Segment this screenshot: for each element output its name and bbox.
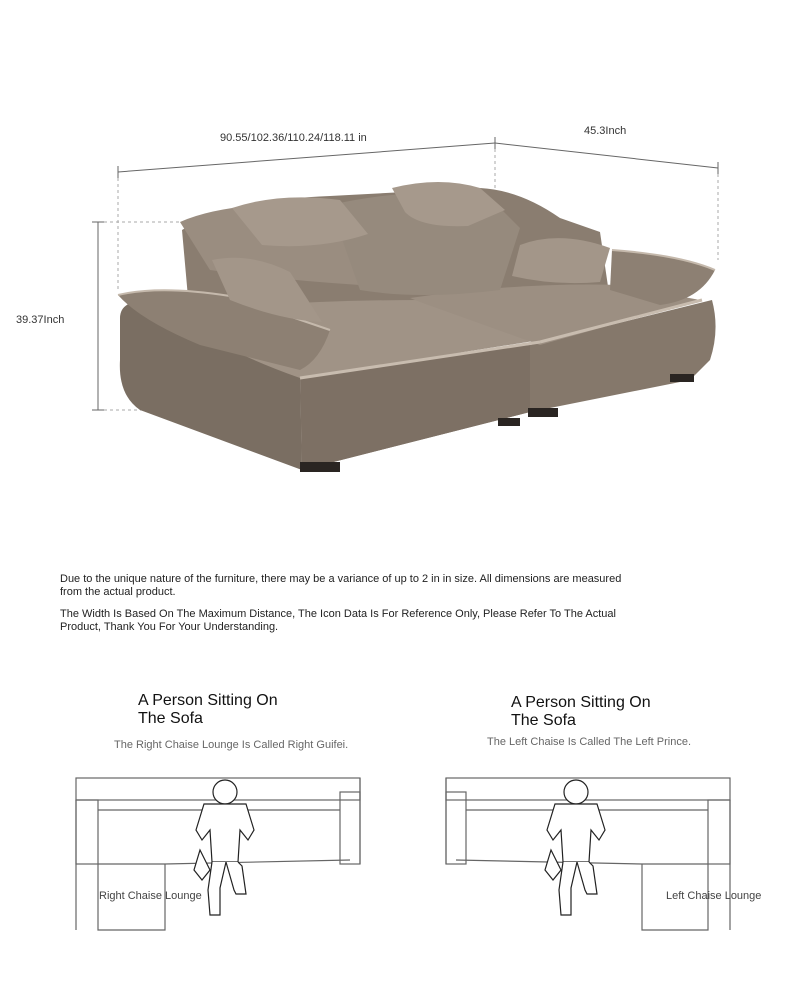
diagram-right-title: A Person Sitting On The Sofa: [511, 694, 651, 729]
disclaimer-reference: The Width Is Based On The Maximum Distance, The Icon Data Is For Reference Only, Please Refer To The Actual Product, Thank You For Your Understanding.: [60, 608, 616, 633]
diagram-right-subtitle: The Left Chaise Is Called The Left Prince.: [487, 736, 692, 748]
sofa: [118, 182, 716, 472]
left-chaise-lounge-label: Left Chaise Lounge: [666, 890, 762, 902]
left-chaise-diagram: [440, 770, 740, 940]
height-dimension-label: 39.37Inch: [16, 314, 65, 326]
depth-dimension-label: 45.3Inch: [584, 125, 627, 137]
disclaimer-size-variance: Due to the unique nature of the furniture, there may be a variance of up to 2 in in size. All dimensions are measured from the actual product.: [60, 573, 622, 598]
right-chaise-diagram: [70, 770, 370, 940]
diagram-left-subtitle: The Right Chaise Lounge Is Called Right Guifei.: [114, 739, 349, 751]
width-dimension-label: 90.55/102.36/110.24/118.11 in: [220, 132, 367, 144]
diagram-left-title: A Person Sitting On The Sofa: [138, 692, 278, 727]
right-chaise-lounge-label: Right Chaise Lounge: [99, 890, 202, 902]
